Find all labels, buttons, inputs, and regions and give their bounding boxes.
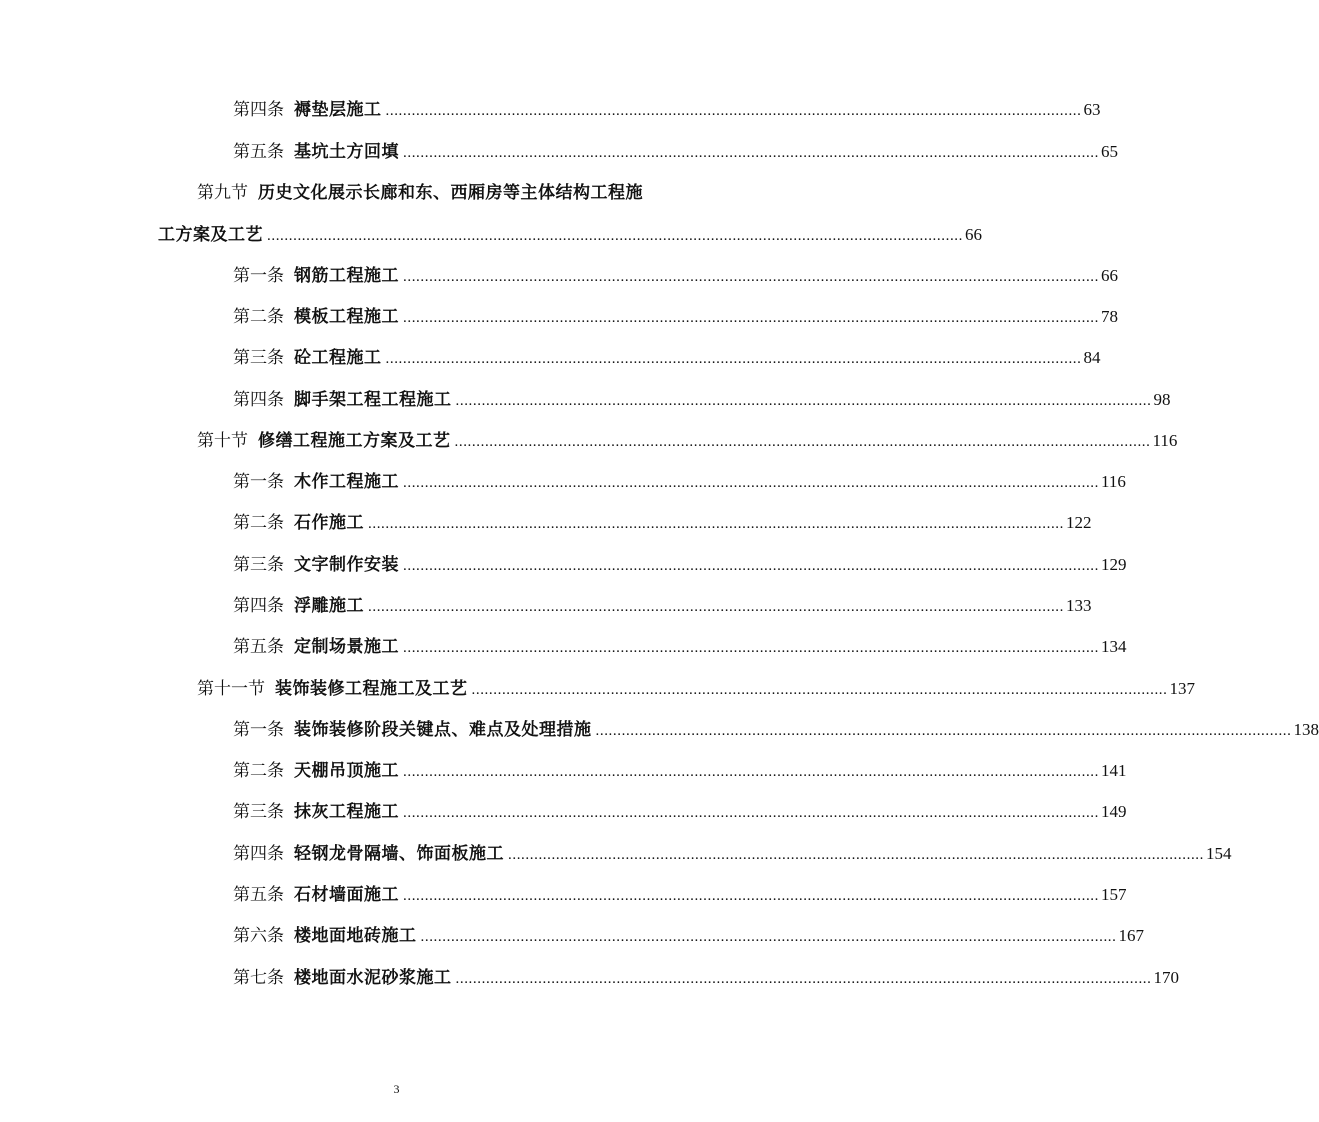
entry-number: 第二条 xyxy=(233,761,284,781)
toc-entry[interactable] xyxy=(233,346,1101,370)
dot-leader: ................................................................................................................................................................ xyxy=(368,599,1064,615)
dot-leader: ................................................................................................................................................................ xyxy=(403,888,1099,904)
dot-leader: ................................................................................................................................................................ xyxy=(403,764,1099,780)
entry-number: 第四条 xyxy=(233,390,284,410)
entry-page: 116 xyxy=(1152,431,1178,450)
toc-entry[interactable] xyxy=(233,388,1171,412)
entry-title: 天棚吊顶施工 xyxy=(294,761,399,781)
toc-entry[interactable] xyxy=(233,140,1118,164)
entry-number: 第四条 xyxy=(233,596,284,616)
entry-page: 129 xyxy=(1101,555,1127,574)
entry-page: 141 xyxy=(1101,761,1127,780)
entry-title: 抹灰工程施工 xyxy=(294,802,399,822)
entry-number: 第四条 xyxy=(233,100,284,120)
dot-leader: ................................................................................................................................................................ xyxy=(455,971,1152,987)
entry-title: 轻钢龙骨隔墙、饰面板施工 xyxy=(294,844,504,864)
dot-leader: ................................................................................................................................................................ xyxy=(420,929,1117,945)
entry-title-continuation: 工方案及工艺 xyxy=(158,225,263,245)
entry-number: 第一条 xyxy=(233,472,284,492)
entry-title: 浮雕施工 xyxy=(294,596,364,616)
entry-number: 第五条 xyxy=(233,885,284,905)
entry-page: 63 xyxy=(1083,100,1101,119)
toc-entry[interactable] xyxy=(233,305,1118,329)
entry-number: 第二条 xyxy=(233,513,284,533)
entry-page: 66 xyxy=(1101,266,1118,285)
entry-title: 装饰装修阶段关键点、难点及处理措施 xyxy=(294,720,592,740)
entry-number: 第六条 xyxy=(233,926,284,946)
toc-entry-continuation[interactable] xyxy=(158,223,982,247)
entry-title: 定制场景施工 xyxy=(294,637,399,657)
entry-title: 模板工程施工 xyxy=(294,307,399,327)
dot-leader: ................................................................................................................................................................ xyxy=(267,228,963,244)
dot-leader: ................................................................................................................................................................ xyxy=(403,310,1099,326)
toc-entry[interactable] xyxy=(233,842,1232,866)
dot-leader: ................................................................................................................................................................ xyxy=(403,475,1099,491)
entry-title: 历史文化展示长廊和东、西厢房等主体结构工程施 xyxy=(258,183,643,203)
toc-entry[interactable] xyxy=(233,470,1126,494)
dot-leader: ................................................................................................................................................................ xyxy=(595,723,1292,739)
entry-title: 装饰装修工程施工及工艺 xyxy=(275,679,468,699)
entry-title: 钢筋工程施工 xyxy=(294,266,399,286)
entry-page: 157 xyxy=(1101,885,1127,904)
toc-entry[interactable] xyxy=(233,800,1127,824)
entry-title: 石作施工 xyxy=(294,513,364,533)
dot-leader: ................................................................................................................................................................ xyxy=(454,434,1151,450)
entry-title: 脚手架工程工程施工 xyxy=(294,390,452,410)
entry-number: 第四条 xyxy=(233,844,284,864)
entry-number: 第三条 xyxy=(233,802,284,822)
toc-entry[interactable] xyxy=(233,511,1092,535)
toc-entry[interactable] xyxy=(197,677,1195,701)
dot-leader: ................................................................................................................................................................ xyxy=(385,351,1082,367)
entry-page: 154 xyxy=(1206,844,1232,863)
toc-entry[interactable] xyxy=(233,759,1127,783)
toc-entry[interactable] xyxy=(233,924,1144,948)
entry-number: 第二条 xyxy=(233,307,284,327)
page-number: 3 xyxy=(393,1082,400,1096)
entry-page: 138 xyxy=(1293,720,1319,739)
entry-title: 石材墙面施工 xyxy=(294,885,399,905)
entry-page: 122 xyxy=(1066,513,1092,532)
entry-title: 基坑土方回填 xyxy=(294,142,399,162)
dot-leader: ................................................................................................................................................................ xyxy=(403,558,1099,574)
toc-entry[interactable] xyxy=(233,553,1127,577)
toc-entry[interactable] xyxy=(233,594,1092,618)
entry-title: 褥垫层施工 xyxy=(294,100,382,120)
entry-page: 116 xyxy=(1101,472,1126,491)
entry-number: 第五条 xyxy=(233,637,284,657)
entry-number: 第十一节 xyxy=(197,679,265,699)
entry-page: 66 xyxy=(965,225,982,244)
entry-title: 楼地面水泥砂浆施工 xyxy=(294,968,452,988)
entry-page: 133 xyxy=(1066,596,1092,615)
entry-page: 137 xyxy=(1169,679,1195,698)
dot-leader: ................................................................................................................................................................ xyxy=(403,640,1099,656)
entry-title: 砼工程施工 xyxy=(294,348,382,368)
entry-title: 文字制作安装 xyxy=(294,555,399,575)
entry-page: 84 xyxy=(1083,348,1101,367)
entry-title: 木作工程施工 xyxy=(294,472,399,492)
entry-page: 170 xyxy=(1153,968,1179,987)
dot-leader: ................................................................................................................................................................ xyxy=(455,393,1152,409)
toc-section-heading[interactable] xyxy=(197,181,674,205)
dot-leader: ................................................................................................................................................................ xyxy=(403,145,1099,161)
entry-number: 第五条 xyxy=(233,142,284,162)
entry-title: 修缮工程施工方案及工艺 xyxy=(258,431,451,451)
entry-number: 第七条 xyxy=(233,968,284,988)
toc-entry[interactable] xyxy=(233,635,1127,659)
dot-leader: ................................................................................................................................................................ xyxy=(385,103,1082,119)
entry-title: 楼地面地砖施工 xyxy=(294,926,417,946)
entry-number: 第九节 xyxy=(197,183,248,203)
entry-page: 65 xyxy=(1101,142,1118,161)
entry-page: 78 xyxy=(1101,307,1118,326)
toc-entry[interactable] xyxy=(233,718,1319,742)
entry-number: 第一条 xyxy=(233,720,284,740)
toc-entry[interactable] xyxy=(197,429,1178,453)
toc-entry[interactable] xyxy=(233,98,1101,122)
entry-page: 134 xyxy=(1101,637,1127,656)
dot-leader: ................................................................................................................................................................ xyxy=(508,847,1204,863)
dot-leader: ................................................................................................................................................................ xyxy=(471,682,1168,698)
dot-leader: ................................................................................................................................................................ xyxy=(368,516,1064,532)
entry-page: 149 xyxy=(1101,802,1127,821)
entry-number: 第十节 xyxy=(197,431,248,451)
entry-number: 第三条 xyxy=(233,348,284,368)
dot-leader: ................................................................................................................................................................ xyxy=(403,805,1099,821)
entry-number: 第一条 xyxy=(233,266,284,286)
entry-number: 第三条 xyxy=(233,555,284,575)
dot-leader: ................................................................................................................................................................ xyxy=(403,269,1099,285)
entry-page: 167 xyxy=(1118,926,1144,945)
toc-entry[interactable] xyxy=(233,966,1179,990)
toc-entry[interactable] xyxy=(233,883,1127,907)
entry-page: 98 xyxy=(1153,390,1171,409)
toc-entry[interactable] xyxy=(233,264,1118,288)
